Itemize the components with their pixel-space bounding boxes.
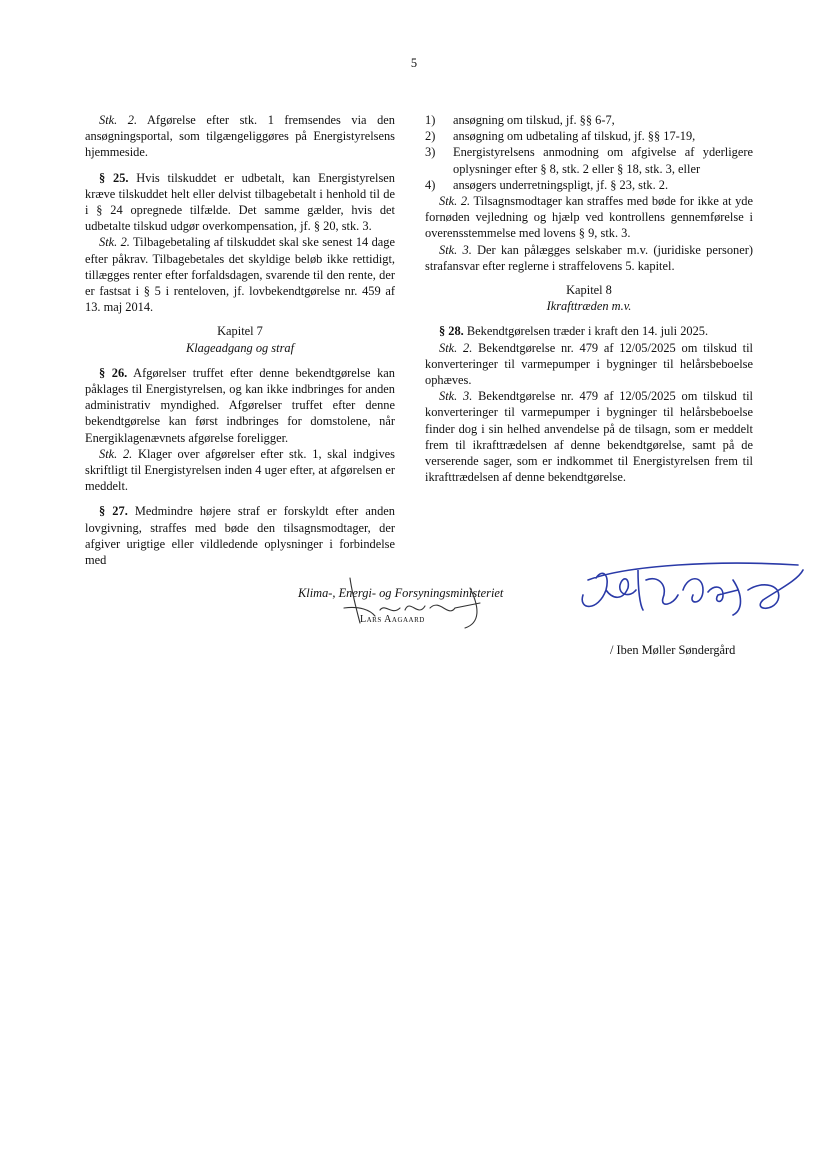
stk-label: Stk. 3. — [439, 389, 473, 404]
stk-label: Stk. 2. — [99, 113, 138, 127]
list-text: ansøgning om udbetaling af tilskud, jf. §§ 17-19, — [453, 129, 696, 144]
list-text: ansøgers underretningspligt, jf. § 23, stk. 2. — [453, 177, 669, 192]
official-name: / Iben Møller Søndergård — [610, 643, 736, 657]
section-label: § 25. — [99, 170, 129, 185]
list-text: ansøgning om tilskud, jf. §§ 6-7, — [453, 113, 615, 127]
paragraph-text: Afgørelser truffet efter denne bekendtgørelse kan påklages til Energistyrelsen, og kan ikke indbringes for anden administrativ myndighed. Afgørelser truffet efter denne bekendtgørelse kan først indbringes for domstolene, når Energiklagenævnets afgørelse foreligger. — [85, 365, 396, 445]
section-label: § 27. — [99, 504, 128, 519]
chapter-8-subtitle: Ikrafttræden m.v. — [546, 299, 632, 314]
list-number: 2) — [425, 129, 436, 144]
stk-label: Stk. 2. — [99, 446, 133, 461]
section-28 — [425, 323, 753, 339]
paragraph — [425, 242, 753, 274]
paragraph-text: Medmindre højere straf er forskyldt efter anden lovgivning, straffes med bøde den tilsagnsmodtager, der afgiver urigtige eller vildledende oplysninger i forbindelse med — [85, 504, 395, 568]
official-signature-icon — [568, 550, 808, 630]
list-item — [425, 144, 753, 176]
chapter-8-title: Kapitel 8 — [566, 283, 612, 298]
penalty-list — [425, 112, 753, 193]
stk-label: Stk. 3. — [439, 242, 472, 257]
paragraph-text: Afgørelse efter stk. 1 fremsendes via den ansøgningsportal, som tilgængeliggøres på Energistyrelsens hjemmeside. — [85, 113, 395, 160]
paragraph-text: Bekendtgørelse nr. 479 af 12/05/2025 om tilskud til konverteringer til varmepumper i bygninger til helårsbeboelse ophæves. — [425, 340, 753, 388]
paragraph — [425, 340, 753, 389]
list-item — [425, 128, 753, 144]
left-column — [85, 112, 395, 568]
list-number: 1) — [425, 113, 436, 127]
section-27 — [85, 503, 395, 568]
stk-label: Stk. 2. — [439, 194, 471, 209]
page-number: 5 — [410, 56, 418, 70]
chapter-7-subtitle: Klageadgang og straf — [185, 340, 295, 355]
list-number: 4) — [425, 177, 436, 192]
section-26 — [85, 365, 395, 446]
stk-label: Stk. 2. — [99, 235, 130, 250]
paragraph — [85, 446, 395, 495]
paragraph-text: Tilsagnsmodtager kan straffes med bøde for ikke at yde fornøden vejledning og hjælp ved kontrollens gennemførelse i overensstemmelse med lovens § 9, stk. 3. — [425, 194, 753, 241]
list-number: 3) — [425, 145, 436, 160]
paragraph — [85, 112, 395, 161]
paragraph-text: Der kan pålægges selskaber m.v. (juridiske personer) strafansvar efter reglerne i straffelovens 5. kapitel. — [425, 242, 753, 273]
chapter-7-title: Kapitel 7 — [217, 324, 263, 339]
right-column — [425, 112, 753, 485]
ministry-name: Klima-, Energi- og Forsyningsministeriet — [298, 586, 504, 600]
minister-signature-icon — [330, 568, 510, 638]
section-label: § 26. — [99, 365, 128, 380]
section-25 — [85, 170, 395, 235]
paragraph — [425, 388, 753, 485]
list-text: Energistyrelsens anmodning om afgivelse af yderligere oplysninger efter § 8, stk. 2 eller § 18, stk. 3, eller — [453, 145, 753, 176]
paragraph-text: Hvis tilskuddet er udbetalt, kan Energistyrelsen kræve tilskuddet helt eller delvist tilbagebetalt i henhold til de i § 24 opregnede tilfælde. Det samme gælder, hvis det udbetalte tilskud udgør overkompensation, jf. § 20, stk. 3. — [85, 170, 396, 234]
section-label: § 28. — [439, 324, 464, 339]
list-item — [425, 112, 753, 128]
minister-name: Lars Aagaard — [360, 614, 425, 625]
paragraph — [425, 193, 753, 242]
paragraph-text: Bekendtgørelse nr. 479 af 12/05/2025 om tilskud til konverteringer til varmepumper i bygninger til helårsbeboelse finder dog i sin helhed anvendelse på de tilsagn, som er meddelt frem til ikrafttrædelsen af denne bekendtgørelse, samt på de verserende sager, som er indkommet til Energistyrelsen frem til ikrafttrædelsen af denne bekendtgørelse. — [425, 389, 753, 485]
stk-label: Stk. 2. — [439, 340, 473, 355]
list-item — [425, 177, 753, 193]
paragraph-text: Bekendtgørelsen træder i kraft den 14. juli 2025. — [463, 324, 709, 339]
paragraph-text: Klager over afgørelser efter stk. 1, skal indgives skriftligt til Energistyrelsen inden 4 uger efter, at afgørelsen er meddelt. — [85, 446, 395, 494]
paragraph-text: Tilbagebetaling af tilskuddet skal ske senest 14 dage efter påkrav. Tilbagebetales det skyldige beløb ikke rettidigt, tillægges renter efter forfaldsdagen, svarende til den rente, der er fastsat i § 5 i renteloven, jf. lovbekendtgørelse nr. 459 af 13. maj 2014. — [85, 235, 395, 315]
paragraph — [85, 234, 395, 315]
